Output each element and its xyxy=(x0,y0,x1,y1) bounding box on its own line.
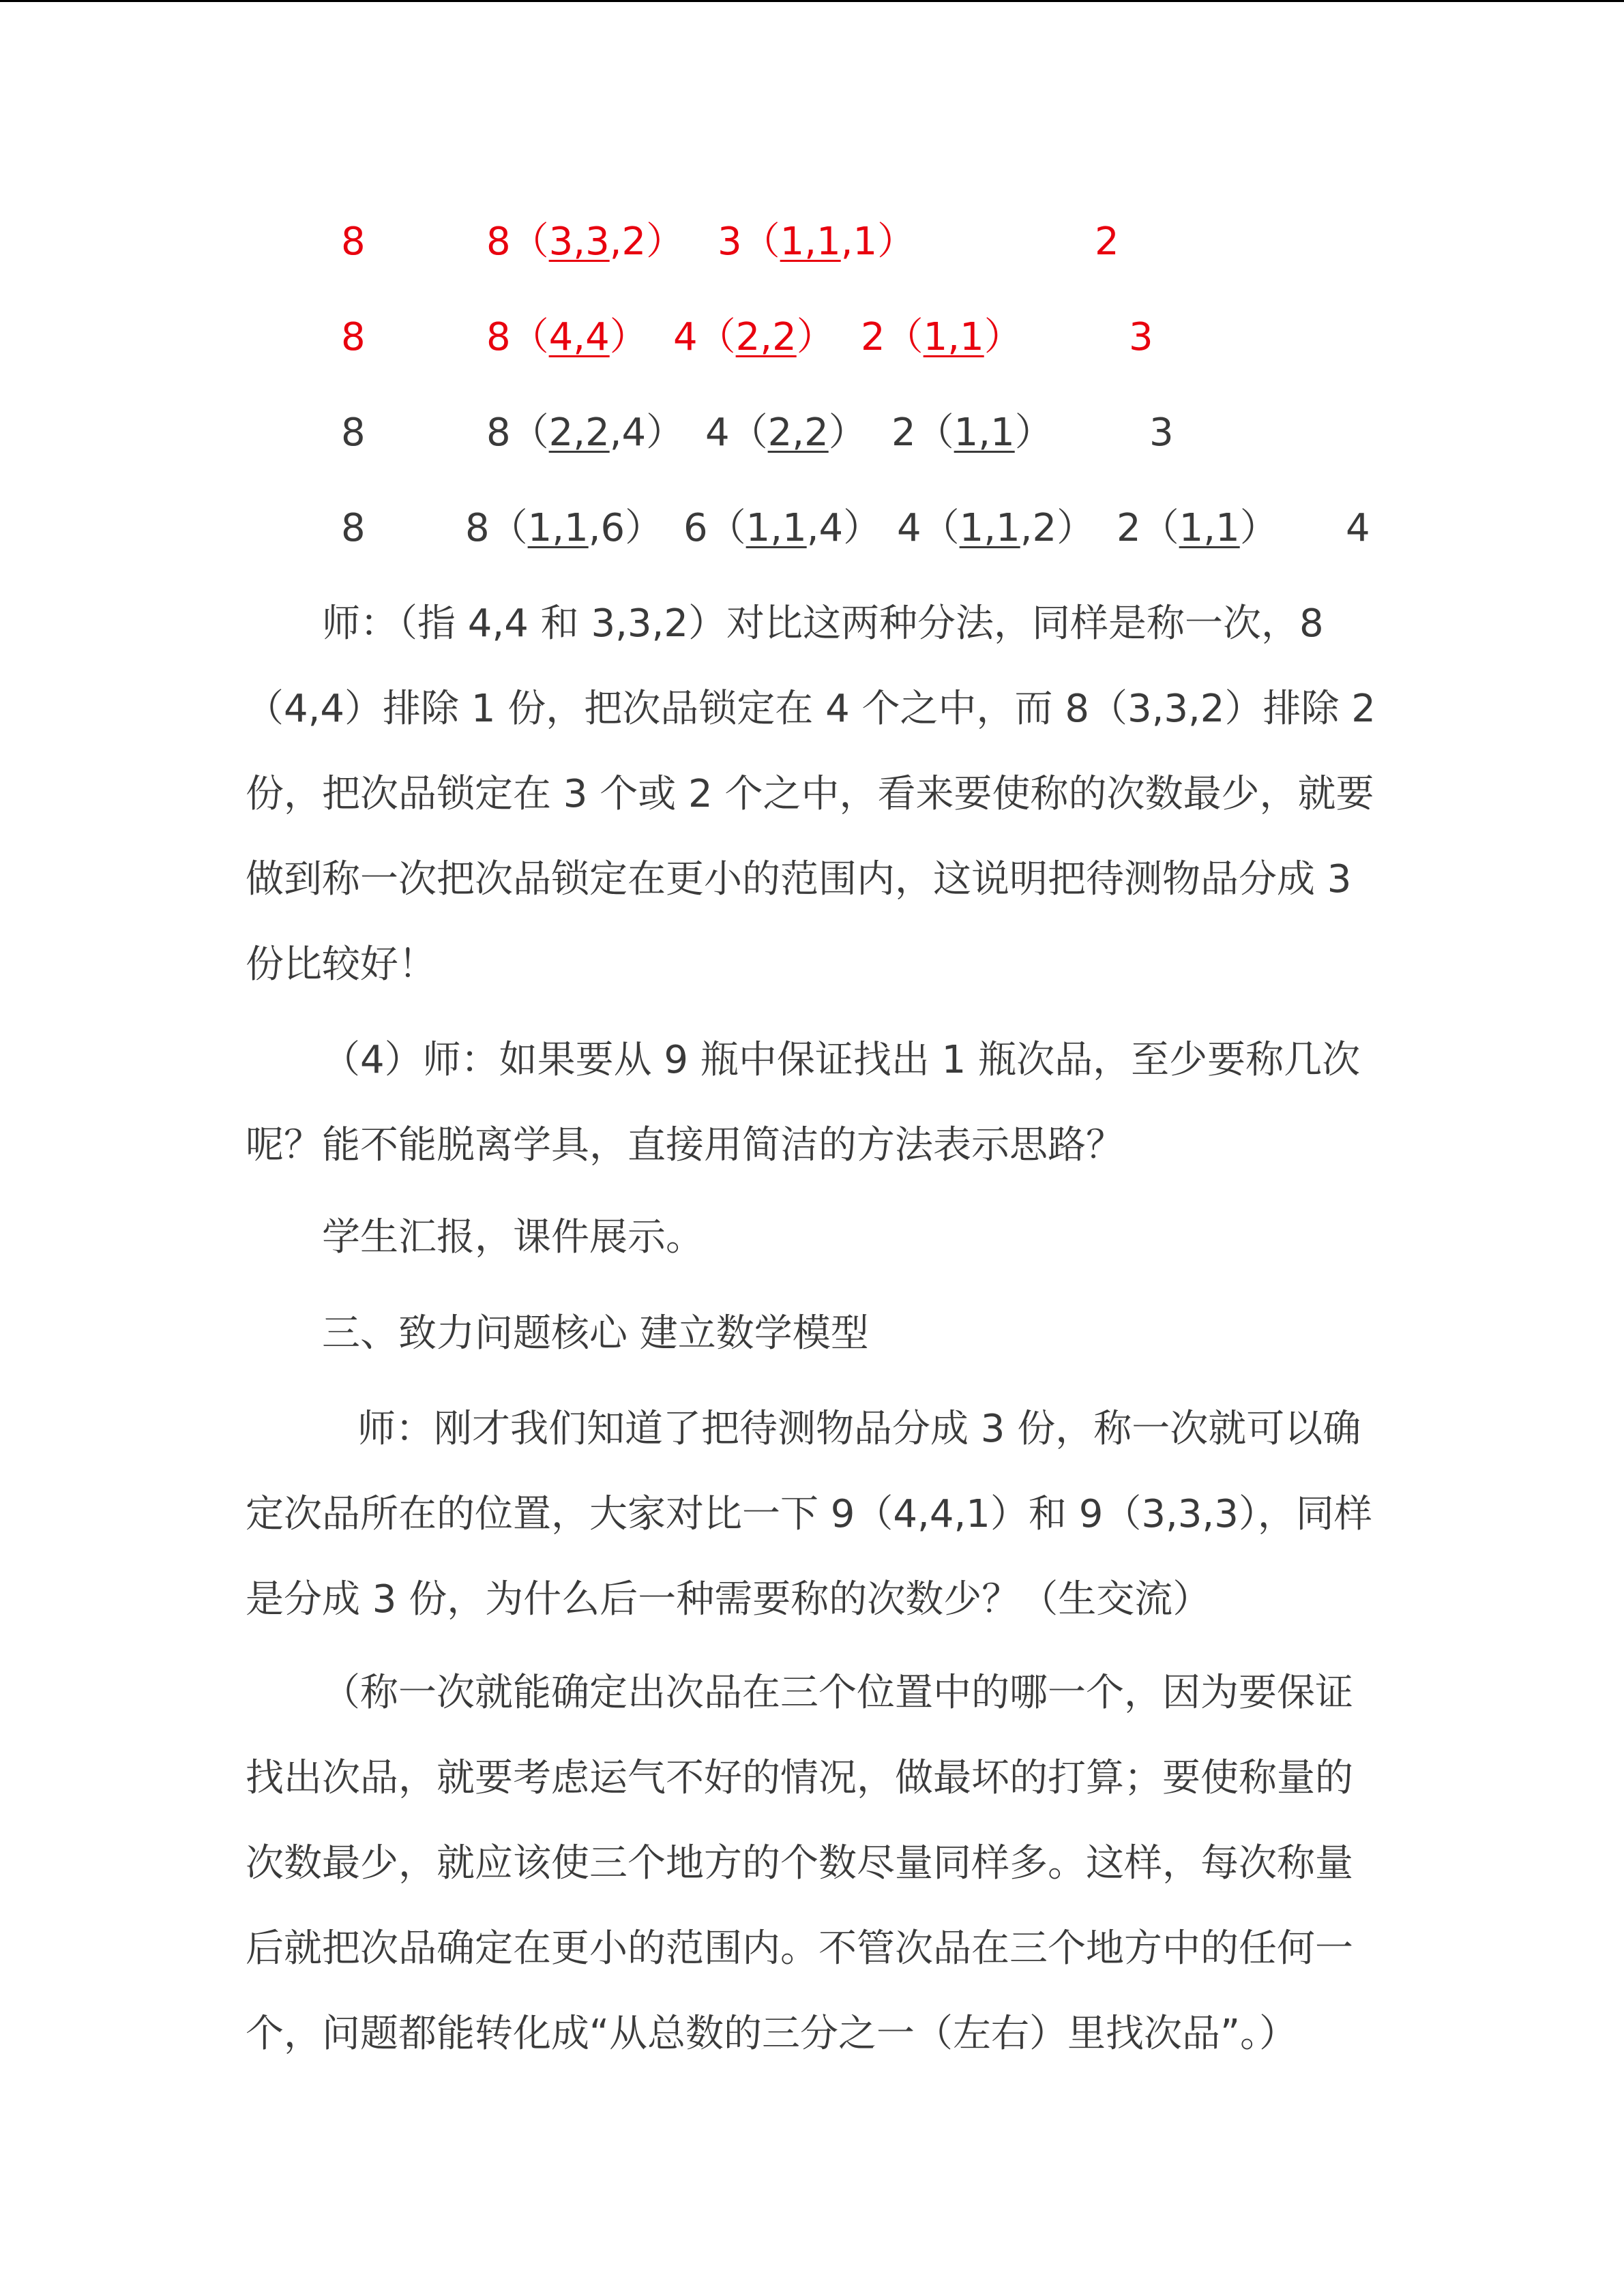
row2-result: 3 xyxy=(1129,315,1153,359)
row4-total: 8 xyxy=(341,506,366,550)
row2-step3: 2（1,1） xyxy=(861,315,1022,359)
row3-result: 3 xyxy=(1149,411,1174,455)
p6-line4: 后就把次品确定在更小的范围内。不管次品在三个地方中的任何一 xyxy=(246,1926,1353,1971)
p3-line: 学生汇报，课件展示。 xyxy=(322,1215,704,1259)
section-heading: 三、致力问题核心 建立数学模型 xyxy=(322,1311,869,1356)
row2-step2: 4（2,2） xyxy=(673,315,835,359)
row4-step3: 4（1,1,2） xyxy=(897,506,1095,550)
p6-line2: 找出次品，就要考虑运气不好的情况，做最坏的打算；要使称量的 xyxy=(246,1756,1353,1800)
p2-line2: 呢？能不能脱离学具，直接用简洁的方法表示思路？ xyxy=(246,1123,1124,1167)
row4-result: 4 xyxy=(1346,506,1370,550)
p1-line4: 做到称一次把次品锁定在更小的范围内，这说明把待测物品分成 3 xyxy=(246,857,1352,901)
row3-total: 8 xyxy=(341,411,366,455)
p6-line3: 次数最少，就应该使三个地方的个数尽量同样多。这样，每次称量 xyxy=(246,1841,1353,1885)
p2-line1: （4）师：如果要从 9 瓶中保证找出 1 瓶次品，至少要称几次 xyxy=(322,1038,1361,1082)
row1-result: 2 xyxy=(1095,220,1119,264)
row1-step2: 3（1,1,1） xyxy=(718,220,916,264)
p5-line2: 定次品所在的位置，大家对比一下 9（4,4,1）和 9（3,3,3），同样 xyxy=(246,1492,1372,1536)
row3-step3: 2（1,1） xyxy=(891,411,1053,455)
p6-line5: 个，问题都能转化成“从总数的三分之一（左右）里找次品”。） xyxy=(246,2012,1298,2056)
row1-step1: 8（3,3,2） xyxy=(486,220,685,264)
p1-line3: 份，把次品锁定在 3 个或 2 个之中，看来要使称的次数最少，就要 xyxy=(246,772,1374,816)
p5-line3: 是分成 3 份，为什么后一种需要称的次数少？（生交流） xyxy=(246,1577,1211,1622)
p1-line1: 师：（指 4,4 和 3,3,2）对比这两种分法，同样是称一次，8 xyxy=(322,601,1324,646)
p1-line5: 份比较好！ xyxy=(246,942,437,987)
row2-total: 8 xyxy=(341,315,366,359)
row4-step2: 6（1,1,4） xyxy=(683,506,882,550)
page-top-border xyxy=(0,0,1624,2)
row4-step1: 8（1,1,6） xyxy=(465,506,664,550)
row2-step1: 8（4,4） xyxy=(486,315,648,359)
row1-total: 8 xyxy=(341,220,366,264)
p1-line2: （4,4）排除 1 份，把次品锁定在 4 个之中，而 8（3,3,2）排除 2 xyxy=(246,687,1376,731)
p5-line1: 师：刚才我们知道了把待测物品分成 3 份，称一次就可以确 xyxy=(357,1407,1361,1451)
p6-line1: （称一次就能确定出次品在三个位置中的哪一个，因为要保证 xyxy=(322,1671,1353,1715)
row3-step2: 4（2,2） xyxy=(705,411,867,455)
row3-step1: 8（2,2,4） xyxy=(486,411,685,455)
row4-step4: 2（1,1） xyxy=(1117,506,1278,550)
